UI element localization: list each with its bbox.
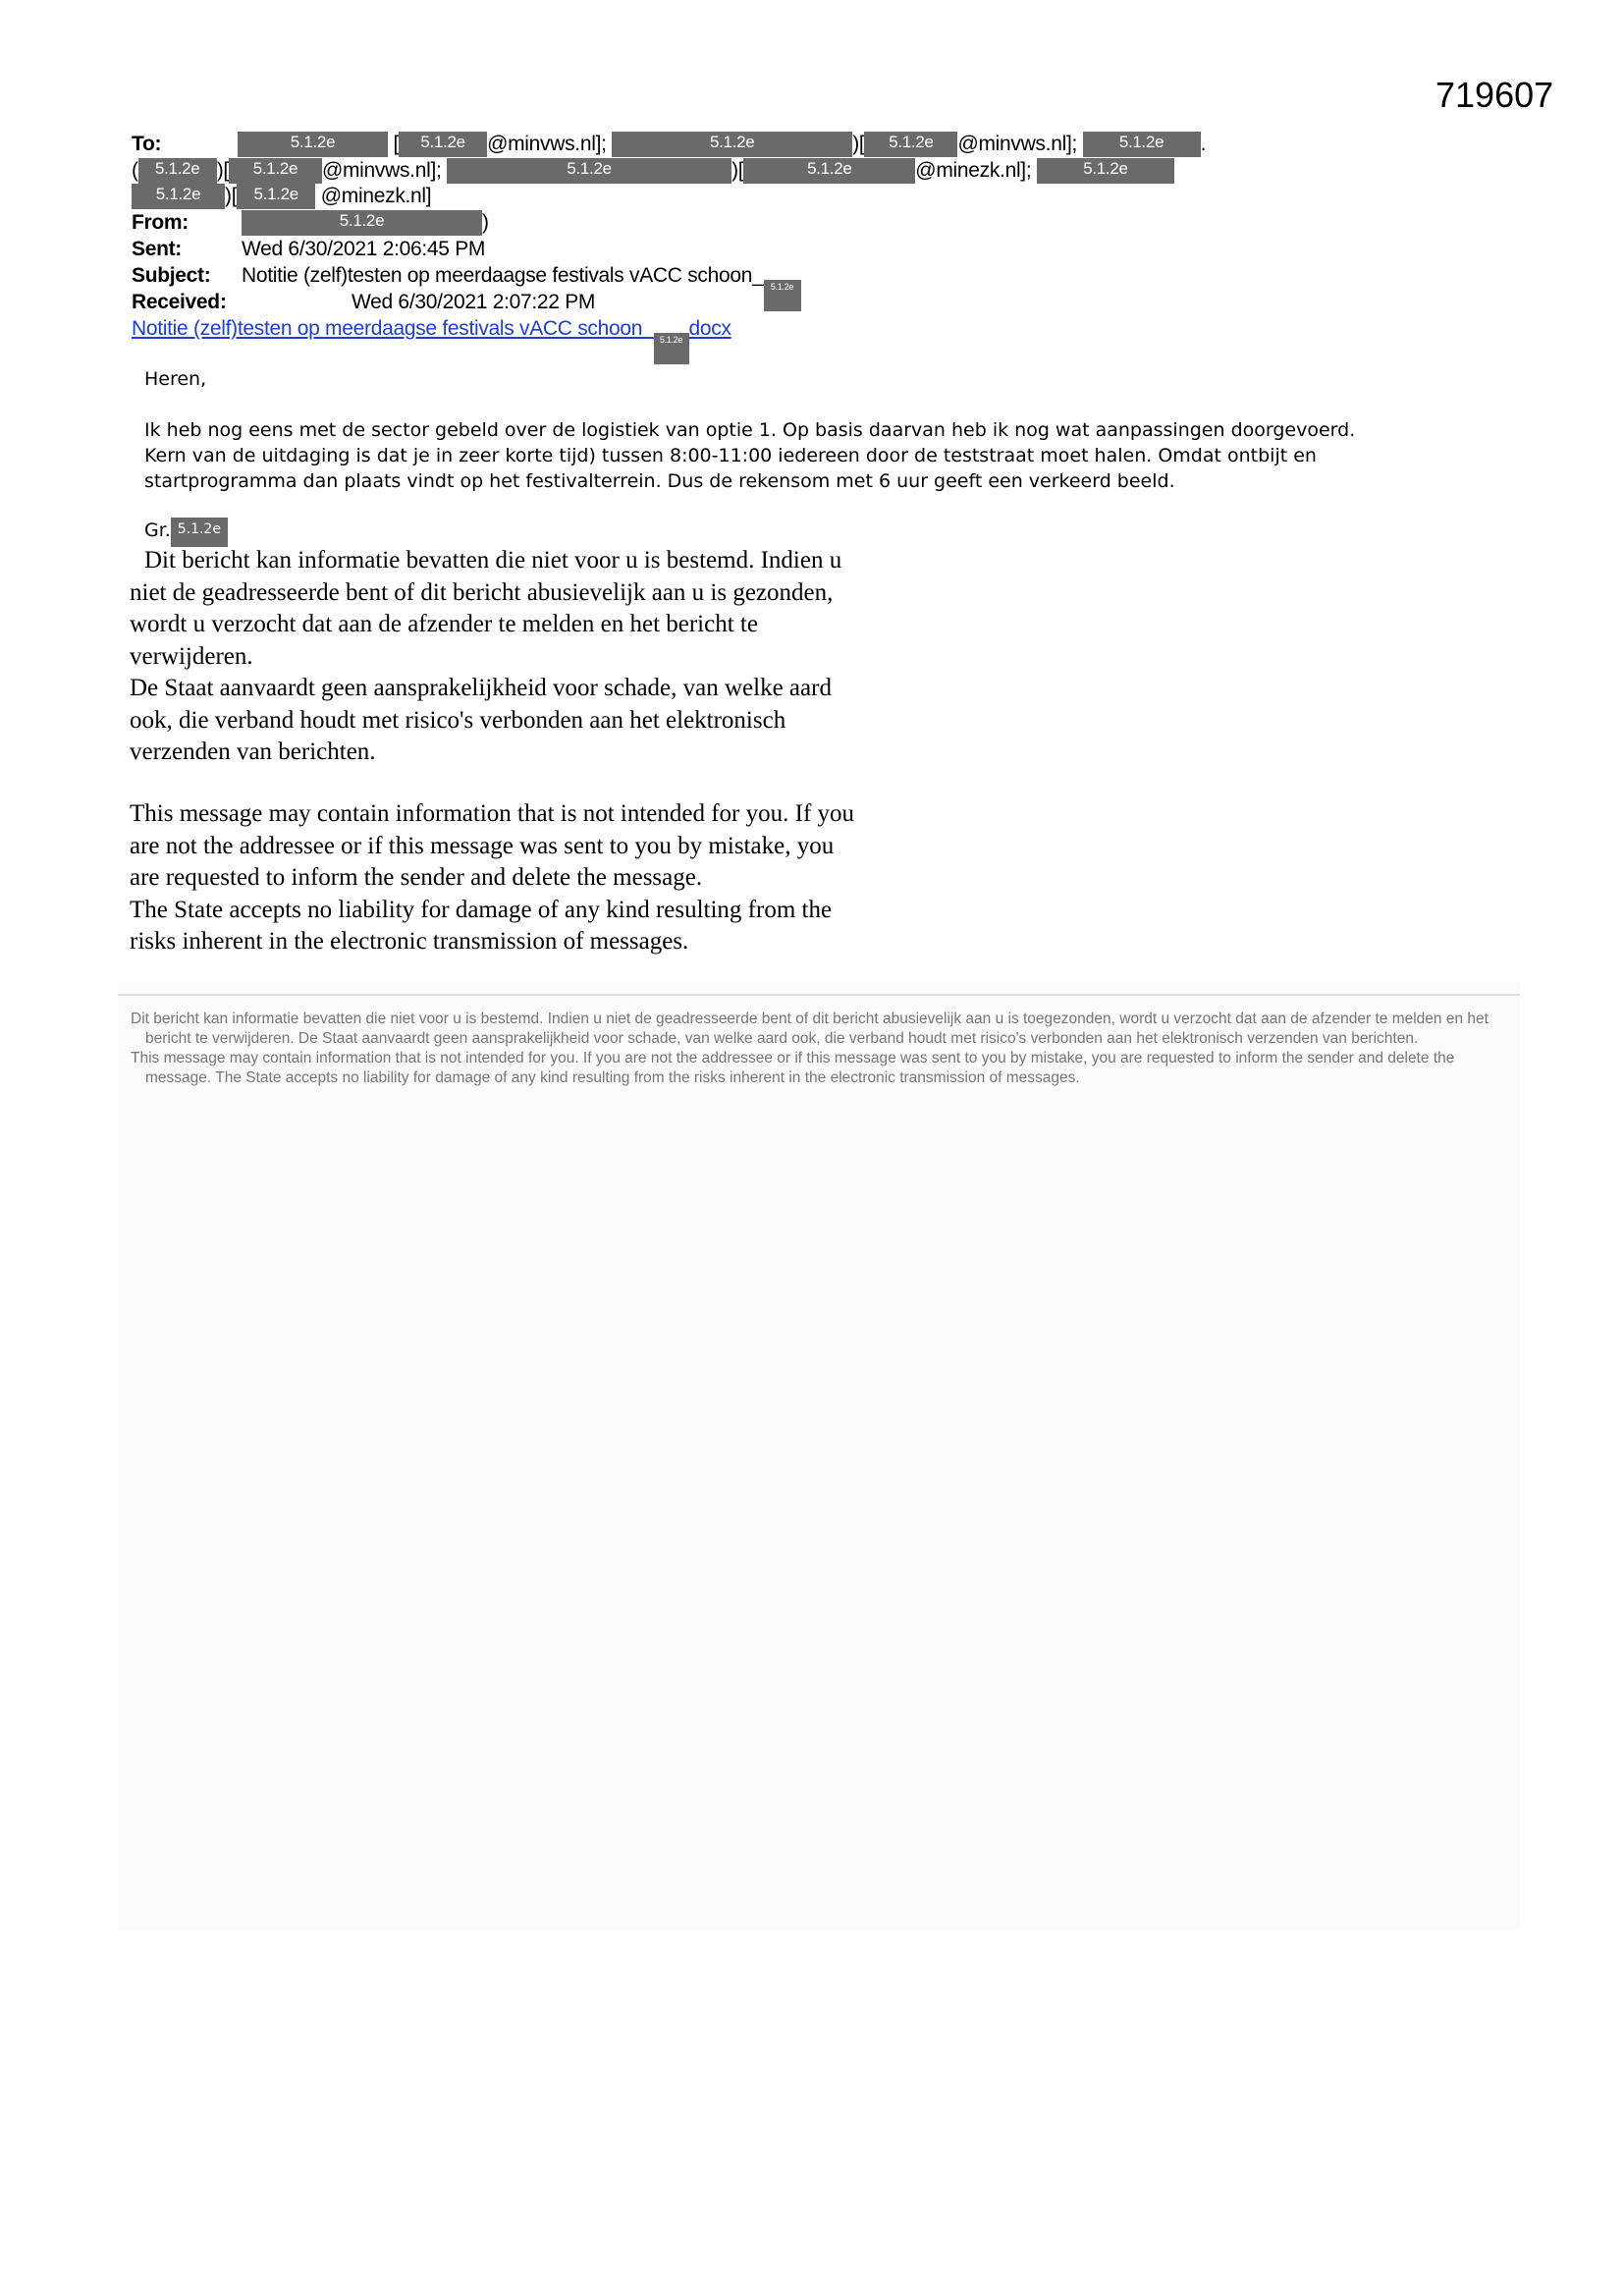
- to-line-1: To: 5.1.2e [ 5.1.2e @minvws.nl]; 5.1.2e )[ 5.1.2e @minvws.nl]; 5.1.2e .: [132, 133, 1207, 155]
- separator: [118, 994, 1520, 996]
- disclaimer-line: are requested to inform the sender and delete the message.: [130, 864, 703, 891]
- from-line: From: 5.1.2e ): [132, 211, 489, 234]
- redaction: 5.1.2e: [1083, 132, 1201, 157]
- body-line: Ik heb nog eens met de sector gebeld over de logistiek van optie 1. Op basis daarvan heb ik nog wat aanpassingen doorgevoerd.: [144, 419, 1356, 441]
- footer-en: This message may contain information that is not intended for you. If you are not the addressee or if this message was sent to you by mistake, you are requested to inform the sender and delete the message. The State accepts no liability for damage of any kind resulting from the risks inherent in the electronic transmission of messages.: [131, 1050, 1455, 1086]
- to-line-2: ( 5.1.2e )[ 5.1.2e @minvws.nl]; 5.1.2e )[ 5.1.2e @minezk.nl]; 5.1.2e: [132, 158, 1174, 184]
- email-domain: @minvws.nl];: [321, 159, 442, 182]
- document-number: 719607: [1435, 75, 1554, 115]
- redaction: 5.1.2e: [238, 132, 388, 157]
- disclaimer-line: verwijderen.: [130, 642, 253, 670]
- footer-background: [118, 982, 1520, 1930]
- received-value: Wed 6/30/2021 2:07:22 PM: [352, 291, 596, 313]
- redaction: 5.1.2e: [612, 132, 852, 157]
- subject-label: Subject:: [132, 264, 211, 287]
- disclaimer-line: risks inherent in the electronic transmission of messages.: [130, 928, 689, 955]
- subject-value: Notitie (zelf)testen op meerdaagse festivals vACC schoon_: [242, 264, 764, 287]
- disclaimer-line: Dit bericht kan informatie bevatten die niet voor u is bestemd. Indien u: [144, 547, 842, 574]
- to-line-3: 5.1.2e )[ 5.1.2e @minezk.nl]: [132, 184, 431, 209]
- body-line: Kern van de uitdaging is dat je in zeer korte tijd) tussen 8:00-11:00 iedereen door de teststraat moet halen. Omdat ontbijt en: [144, 445, 1317, 466]
- disclaimer-line: niet de geadresseerde bent of dit bericht abusievelijk aan u is gezonden,: [130, 578, 834, 606]
- disclaimer-line: This message may contain information that is not intended for you. If you: [130, 800, 855, 827]
- redaction: 5.1.2e: [654, 333, 689, 364]
- disclaimer-line: wordt u verzocht dat aan de afzender te melden en het bericht te: [130, 611, 758, 637]
- email-domain: @minezk.nl];: [915, 159, 1032, 182]
- redaction: 5.1.2e: [229, 158, 322, 184]
- redaction: 5.1.2e: [864, 132, 957, 157]
- attachment-extension[interactable]: docx: [688, 317, 731, 340]
- signoff: [144, 518, 228, 547]
- redaction: 5.1.2e: [743, 158, 915, 184]
- redaction: 5.1.2e: [237, 184, 315, 209]
- to-label: To:: [132, 133, 162, 155]
- disclaimer-line: verzenden van berichten.: [130, 738, 376, 765]
- body-line: startprogramma dan plaats vindt op het festivalterrein. Dus de rekensom met 6 uur geeft een verkeerd beeld.: [144, 470, 1175, 492]
- footer-nl: Dit bericht kan informatie bevatten die niet voor u is bestemd. Indien u niet de geadresseerde bent of dit bericht abusievelijk aan u is toegezonden, wordt u verzocht dat aan de afzender te melden en het bericht te verwijderen. De Staat aanvaardt geen aansprakelijkheid voor schade, van welke aard ook, die verband houdt met risico's verbonden aan het elektronisch verzenden van berichten.: [131, 1011, 1489, 1047]
- signoff-text: Gr.: [144, 519, 171, 541]
- disclaimer-nl: [130, 545, 841, 769]
- disclaimer-en: [130, 798, 854, 958]
- received-line: [132, 290, 595, 315]
- disclaimer-line: ook, die verband houdt met risico's verbonden aan het elektronisch: [130, 706, 786, 734]
- redaction: 5.1.2e: [1037, 158, 1174, 184]
- disclaimer-line: are not the addressee or if this message was sent to you by mistake, you: [130, 832, 835, 859]
- redaction: 5.1.2e: [447, 158, 731, 184]
- attachment-link[interactable]: [132, 316, 731, 364]
- email-domain: @minvws.nl];: [957, 133, 1078, 155]
- greeting: Heren,: [144, 368, 207, 390]
- footer-disclaimer: [131, 1010, 1505, 1088]
- email-domain: @minvws.nl];: [487, 133, 607, 155]
- redaction: 5.1.2e: [132, 184, 225, 209]
- disclaimer-line: The State accepts no liability for damage of any kind resulting from the: [130, 896, 833, 923]
- email-domain: @minezk.nl]: [320, 185, 432, 207]
- sent-line: [132, 237, 485, 262]
- redaction: 5.1.2e: [138, 158, 217, 184]
- redaction: 5.1.2e: [242, 210, 482, 236]
- attachment-name[interactable]: Notitie (zelf)testen op meerdaagse festivals vACC schoon_: [132, 317, 654, 340]
- sent-value: Wed 6/30/2021 2:06:45 PM: [242, 238, 486, 260]
- redaction: 5.1.2e: [171, 518, 228, 547]
- redaction: 5.1.2e: [764, 280, 801, 311]
- sent-label: Sent:: [132, 238, 183, 260]
- from-label: From:: [132, 211, 189, 234]
- redaction: 5.1.2e: [399, 132, 487, 157]
- disclaimer-line: De Staat aanvaardt geen aansprakelijkheid voor schade, van welke aard: [130, 675, 832, 701]
- received-label: Received:: [132, 291, 227, 313]
